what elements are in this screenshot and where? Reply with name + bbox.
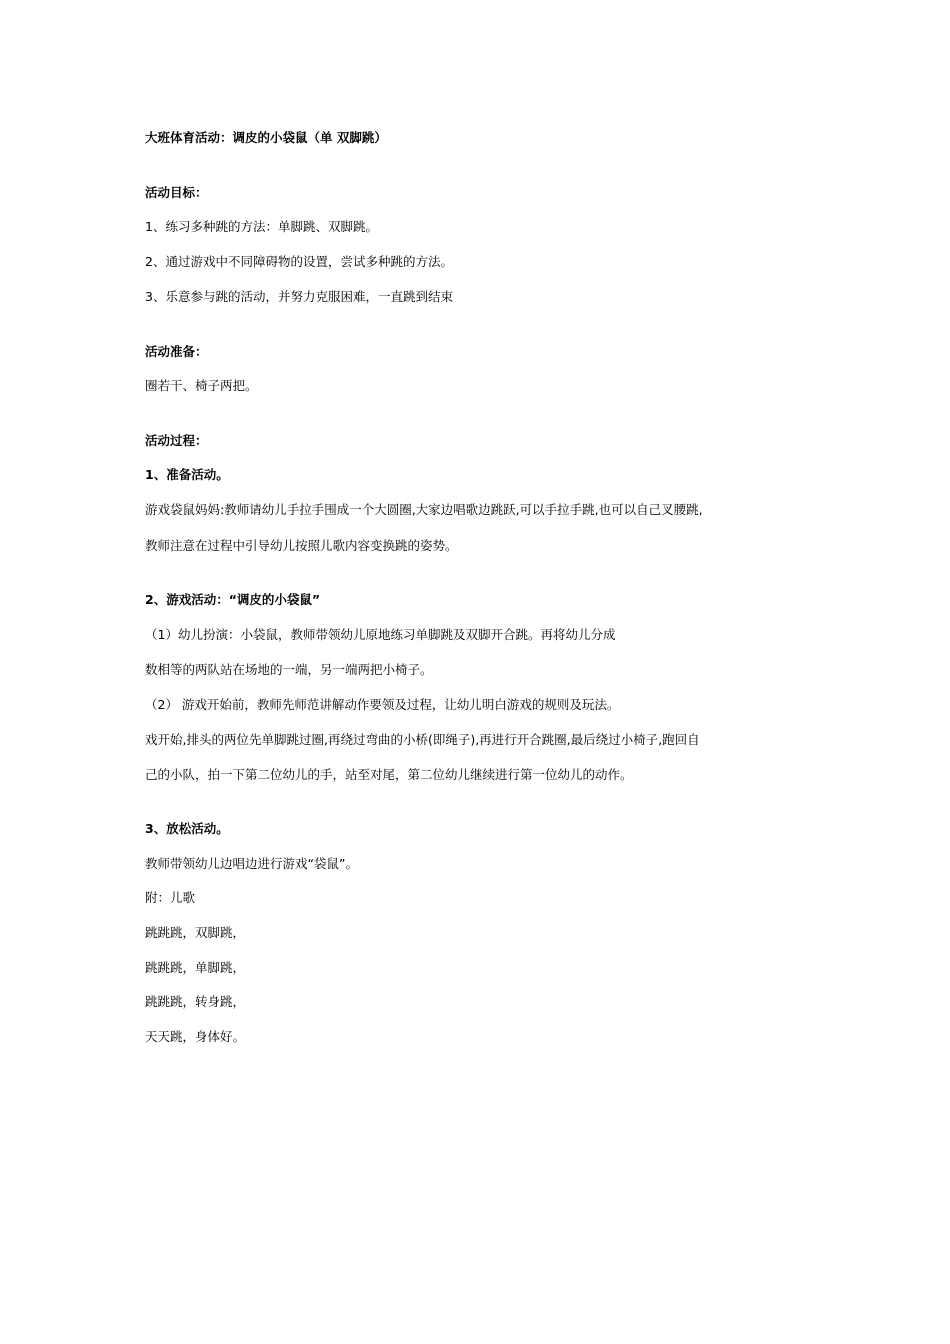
step2-line: （2） 游戏开始前，教师先师范讲解动作要领及过程，让幼儿明白游戏的规则及玩法。 bbox=[145, 697, 620, 712]
step2-line: 戏开始,排头的两位先单脚跳过圈,再绕过弯曲的小桥(即绳子),再进行开合跳圈,最后绕过小椅子,跑回自 bbox=[145, 732, 700, 747]
step2-heading: 2、游戏活动：“调皮的小袋鼠” bbox=[145, 592, 321, 607]
step1-heading: 1、准备活动。 bbox=[145, 467, 229, 482]
step1-line: 游戏袋鼠妈妈:教师请幼儿手拉手围成一个大圆圈,大家边唱歌边跳跃,可以手拉手跳,也可以自己叉腰跳, bbox=[145, 502, 703, 517]
step2-line: （1）幼儿扮演：小袋鼠，教师带领幼儿原地练习单脚跳及双脚开合跳。再将幼儿分成 bbox=[145, 627, 616, 642]
goal-item: 1、练习多种跳的方法：单脚跳、双脚跳。 bbox=[145, 219, 378, 234]
goals-heading: 活动目标： bbox=[145, 185, 208, 200]
goal-item: 2、通过游戏中不同障碍物的设置，尝试多种跳的方法。 bbox=[145, 254, 453, 269]
preparation-text: 圈若干、椅子两把。 bbox=[145, 378, 258, 393]
preparation-heading: 活动准备： bbox=[145, 344, 208, 359]
step2-line: 数相等的两队站在场地的一端，另一端两把小椅子。 bbox=[145, 662, 433, 677]
step3-line: 附：儿歌 bbox=[145, 890, 196, 905]
song-line: 跳跳跳，双脚跳， bbox=[145, 925, 246, 940]
step1-line: 教师注意在过程中引导幼儿按照儿歌内容变换跳的姿势。 bbox=[145, 538, 458, 553]
step2-line: 己的小队，拍一下第二位幼儿的手，站至对尾，第二位幼儿继续进行第一位幼儿的动作。 bbox=[145, 767, 633, 782]
process-heading: 活动过程： bbox=[145, 433, 208, 448]
document-title: 大班体育活动：调皮的小袋鼠（单 双脚跳） bbox=[145, 130, 387, 145]
step3-line: 教师带领幼儿边唱边进行游戏“袋鼠”。 bbox=[145, 856, 358, 871]
song-line: 天天跳，身体好。 bbox=[145, 1029, 246, 1044]
song-line: 跳跳跳，转身跳， bbox=[145, 994, 246, 1009]
step3-heading: 3、放松活动。 bbox=[145, 821, 229, 836]
goal-item: 3、乐意参与跳的活动，并努力克服困难，一直跳到结束 bbox=[145, 289, 453, 304]
song-line: 跳跳跳，单脚跳， bbox=[145, 960, 246, 975]
